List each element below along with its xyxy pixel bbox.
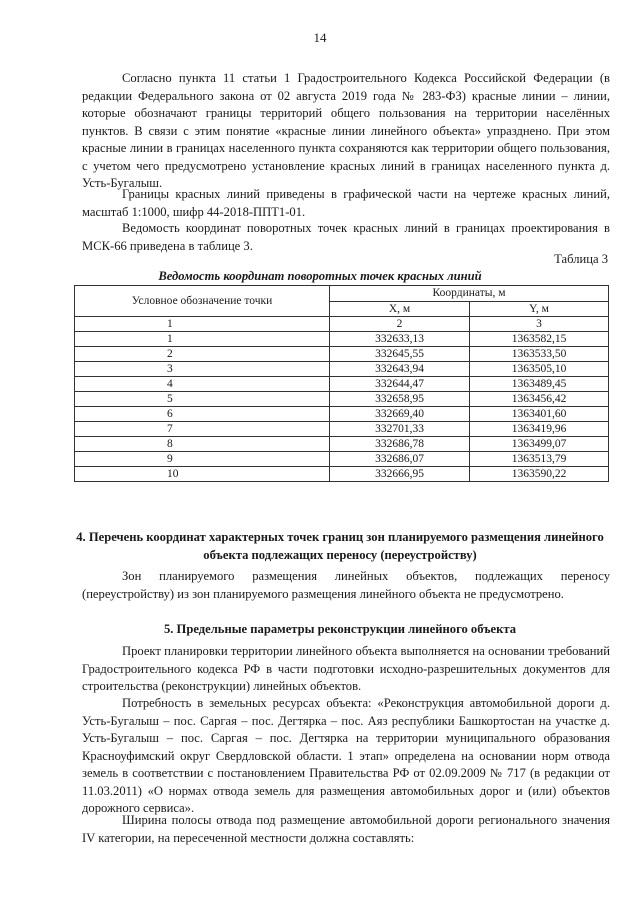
point-id: 1 (75, 332, 330, 347)
section-5-paragraph-3: Ширина полосы отвода под размещение автомобильной дороги регионального значения IV категории, на пересеченной местности должна составлять: (82, 813, 610, 845)
coord-y: 1363533,50 (470, 347, 609, 362)
coord-y: 1363499,07 (470, 437, 609, 452)
header-x: X, м (330, 301, 470, 317)
coordinates-table (74, 285, 609, 482)
table-row (75, 347, 609, 362)
point-id: 7 (75, 422, 330, 437)
coord-y: 1363456,42 (470, 392, 609, 407)
table-row (75, 407, 609, 422)
coord-y: 1363513,79 (470, 452, 609, 467)
col-number: 1 (75, 317, 330, 332)
table-row (75, 437, 609, 452)
table-label: Таблица 3 (554, 252, 608, 266)
point-id: 8 (75, 437, 330, 452)
table-row (75, 467, 609, 482)
coord-x: 332701,33 (330, 422, 470, 437)
section-4-text: Зон планируемого размещения линейных объектов, подлежащих переносу (переустройству) из зон планируемого размещения линейного объекта не предусмотрено. (82, 569, 610, 601)
paragraph-coords-table-ref: Ведомость координат поворотных точек красных линий в границах проектирования в МСК-66 приведена в таблице 3. (82, 221, 610, 253)
point-id: 2 (75, 347, 330, 362)
coord-x: 332686,07 (330, 452, 470, 467)
table-row (75, 392, 609, 407)
section-5-paragraph-2: Потребность в земельных ресурсах объекта: «Реконструкция автомобильной дороги д. Усть-Бугалыш – пос. Саргая – пос. Дегтярка – пос. Аяз республики Башкортостан на участке д. Усть-Бугалыш – пос. Саргая – пос. Дегтярка на территории муниципального образования Красноуфимский округ Свердловской области. 1 этап» определена на основании норм отвода земель в соответствии с постановлением Правительства РФ от 02.09.2009 № 717 (в редакции от 11.03.2011) «О нормах отвода земель для размещения автомобильных дорог и (или) объектов дорожного сервиса». (82, 696, 610, 815)
point-id: 5 (75, 392, 330, 407)
section-5-heading: 5. Предельные параметры реконструкции линейного объекта (163, 622, 517, 636)
coord-y: 1363489,45 (470, 377, 609, 392)
table-row (75, 362, 609, 377)
point-id: 10 (75, 467, 330, 482)
point-id: 4 (75, 377, 330, 392)
header-y: Y, м (470, 301, 609, 317)
coord-y: 1363401,60 (470, 407, 609, 422)
coord-y: 1363419,96 (470, 422, 609, 437)
table-row (75, 452, 609, 467)
col-number: 2 (330, 317, 470, 332)
coord-x: 332686,78 (330, 437, 470, 452)
coord-x: 332643,94 (330, 362, 470, 377)
table-row (75, 332, 609, 347)
coord-y: 1363582,15 (470, 332, 609, 347)
table-caption: Ведомость координат поворотных точек красных линий (158, 269, 482, 283)
page-number: 14 (313, 30, 327, 45)
coord-y: 1363590,22 (470, 467, 609, 482)
coord-x: 332669,40 (330, 407, 470, 422)
paragraph-red-lines-drawing: Границы красных линий приведены в графической части на чертеже красных линий, масштаб 1:1000, шифр 44-2018-ППТ1-01. (82, 187, 610, 219)
coord-x: 332644,47 (330, 377, 470, 392)
point-id: 3 (75, 362, 330, 377)
point-id: 9 (75, 452, 330, 467)
point-id: 6 (75, 407, 330, 422)
header-point: Условное обозначение точки (75, 286, 330, 317)
section-4-heading: 4. Перечень координат характерных точек границ зон планируемого размещения линейного объекта подлежащих переносу (переустройству) (76, 530, 604, 562)
coord-y: 1363505,10 (470, 362, 609, 377)
coord-x: 332633,13 (330, 332, 470, 347)
coord-x: 332658,95 (330, 392, 470, 407)
header-coords: Координаты, м (330, 286, 609, 302)
col-number: 3 (470, 317, 609, 332)
coord-x: 332666,95 (330, 467, 470, 482)
paragraph-red-lines-definition: Согласно пункта 11 статьи 1 Градостроительного Кодекса Российской Федерации (в редакции Федерального закона от 02 августа 2019 года № 283-ФЗ) красные линии – линии, которые обозначают границы территорий общего пользования на территории населённых пунктов. В связи с этим понятие «красные линии линейного объекта» упразднено. При этом красные линии в границах населенного пункта сохраняются как территории общего пользования, с учетом чего предусмотрено установление красных линий в границах населенного пункта д. Усть-Бугалыш. (82, 71, 610, 190)
table-row (75, 377, 609, 392)
coord-x: 332645,55 (330, 347, 470, 362)
section-5-paragraph-1: Проект планировки территории линейного объекта выполняется на основании требований Градостроительного кодекса РФ в части подготовки исходно-разрешительных документов для строительства (реконструкции) линейных объектов. (82, 644, 610, 693)
table-row (75, 422, 609, 437)
